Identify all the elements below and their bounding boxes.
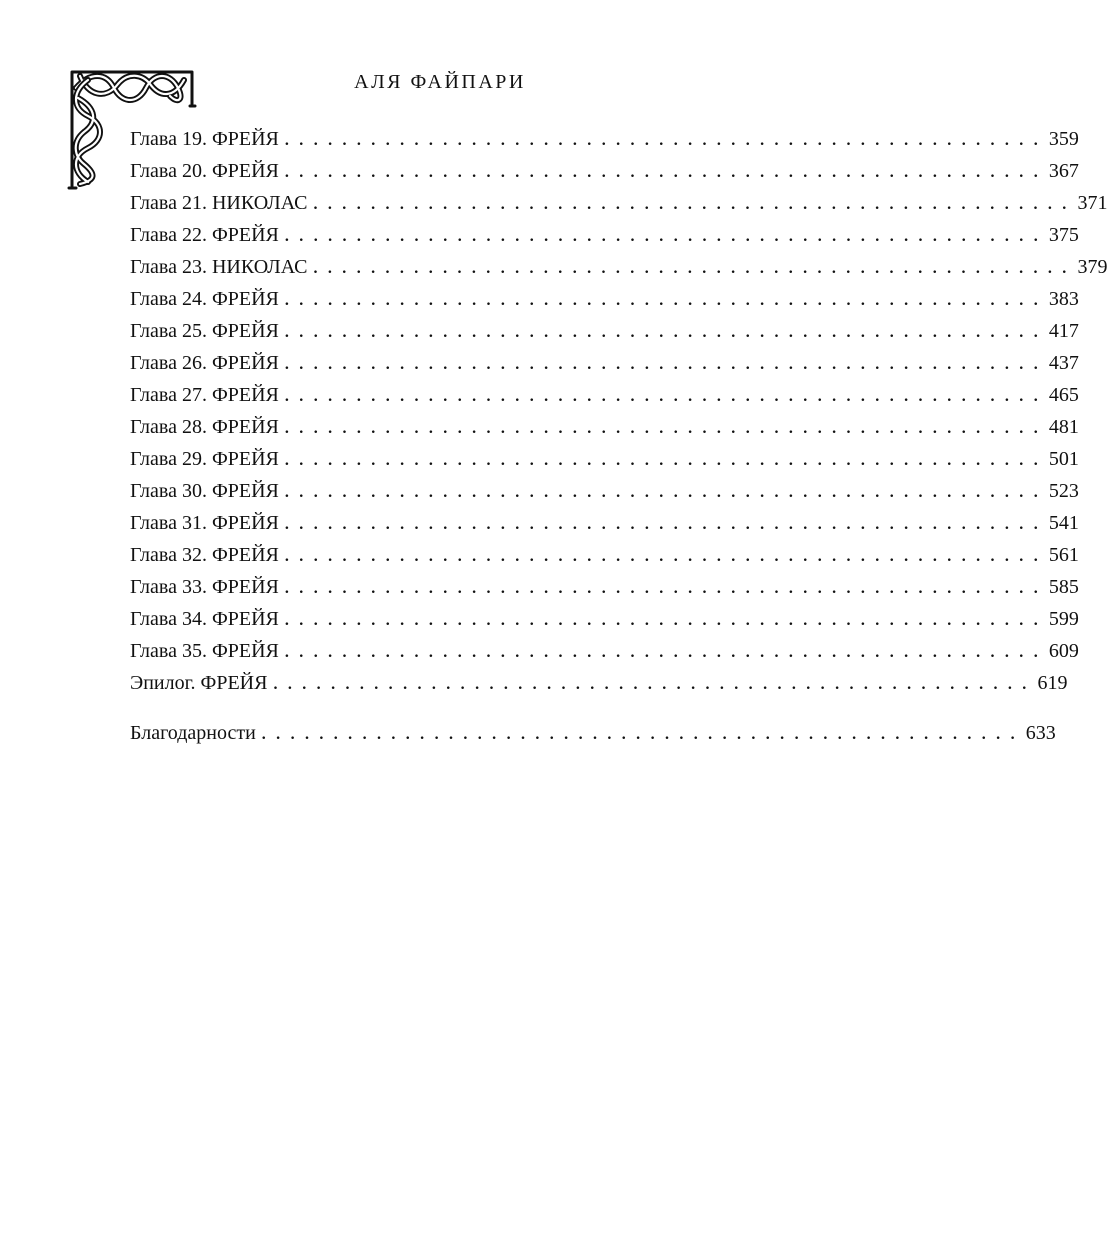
section-spacer [130,699,667,717]
toc-entry-title: Глава 22. ФРЕЙЯ [130,224,279,246]
dot-leader: . . . . . . . . . . . . . . . . . . . . . . . . . . . . . . . . . . . . . . . . . . . . . . . . . . . . . [284,292,1041,309]
toc-entry-title: Глава 24. ФРЕЙЯ [130,288,279,310]
toc-entry-page-number: 359 [1048,128,1079,150]
toc-entry-page-number: 379 [1077,256,1108,278]
toc-entry [130,717,1056,749]
dot-leader: . . . . . . . . . . . . . . . . . . . . . . . . . . . . . . . . . . . . . . . . . . . . . . . . . . . . . [284,580,1041,597]
toc-entry-page-number: 599 [1048,608,1079,630]
dot-leader: . . . . . . . . . . . . . . . . . . . . . . . . . . . . . . . . . . . . . . . . . . . . . . . . . . . . . [284,388,1041,405]
dot-leader: . . . . . . . . . . . . . . . . . . . . . . . . . . . . . . . . . . . . . . . . . . . . . . . . . . . . . [284,132,1041,149]
toc-entry-title: Глава 29. ФРЕЙЯ [130,448,279,470]
toc-entry-title: Глава 19. ФРЕЙЯ [130,128,279,150]
toc-entry-page-number: 541 [1048,512,1079,534]
dot-leader: . . . . . . . . . . . . . . . . . . . . . . . . . . . . . . . . . . . . . . . . . . . . . . . . . . . . . [273,676,1030,693]
dot-leader: . . . . . . . . . . . . . . . . . . . . . . . . . . . . . . . . . . . . . . . . . . . . . . . . . . . . . [284,420,1041,437]
toc-entry-page-number: 437 [1048,352,1079,374]
toc-entry-title: Глава 35. ФРЕЙЯ [130,640,279,662]
toc-entry-title: Благодарности [130,722,256,744]
toc-entry-title: Глава 25. ФРЕЙЯ [130,320,279,342]
toc-entry-title: Глава 34. ФРЕЙЯ [130,608,279,630]
toc-entry [130,443,1079,475]
toc-entry-title: Глава 23. НИКОЛАС [130,256,308,278]
toc-entry-title: Глава 28. ФРЕЙЯ [130,416,279,438]
dot-leader: . . . . . . . . . . . . . . . . . . . . . . . . . . . . . . . . . . . . . . . . . . . . . . . . . . . . . [284,164,1041,181]
dot-leader: . . . . . . . . . . . . . . . . . . . . . . . . . . . . . . . . . . . . . . . . . . . . . . . . . . . . . [261,726,1018,743]
dot-leader: . . . . . . . . . . . . . . . . . . . . . . . . . . . . . . . . . . . . . . . . . . . . . . . . . . . . . [284,356,1041,373]
toc-entry-page-number: 465 [1048,384,1079,406]
toc-entry-title: Глава 21. НИКОЛАС [130,192,308,214]
toc-entry-page-number: 481 [1048,416,1079,438]
toc-entry-page-number: 375 [1048,224,1079,246]
dot-leader: . . . . . . . . . . . . . . . . . . . . . . . . . . . . . . . . . . . . . . . . . . . . . . . . . . . . . [284,452,1041,469]
dot-leader: . . . . . . . . . . . . . . . . . . . . . . . . . . . . . . . . . . . . . . . . . . . . . . . . . . . . . [284,548,1041,565]
dot-leader: . . . . . . . . . . . . . . . . . . . . . . . . . . . . . . . . . . . . . . . . . . . . . . . . . . . . . [284,644,1041,661]
toc-entry [130,283,1079,315]
toc-entry [130,667,1068,699]
toc-entry [130,347,1079,379]
toc-entry-page-number: 609 [1048,640,1079,662]
toc-entry-page-number: 371 [1077,192,1108,214]
toc-entry [130,539,1079,571]
dot-leader: . . . . . . . . . . . . . . . . . . . . . . . . . . . . . . . . . . . . . . . . . . . . . . . . . . . . . [284,228,1041,245]
toc-entry-page-number: 501 [1048,448,1079,470]
dot-leader: . . . . . . . . . . . . . . . . . . . . . . . . . . . . . . . . . . . . . . . . . . . . . . . . . . . . . [284,324,1041,341]
dot-leader: . . . . . . . . . . . . . . . . . . . . . . . . . . . . . . . . . . . . . . . . . . . . . . . . . . . . . [313,260,1070,277]
toc-entry-page-number: 383 [1048,288,1079,310]
toc-entry-title: Глава 33. ФРЕЙЯ [130,576,279,598]
toc-entry [130,603,1079,635]
toc-entry-title: Глава 20. ФРЕЙЯ [130,160,279,182]
dot-leader: . . . . . . . . . . . . . . . . . . . . . . . . . . . . . . . . . . . . . . . . . . . . . . . . . . . . . [284,612,1041,629]
toc-entry [130,635,1079,667]
toc-entry-title: Глава 26. ФРЕЙЯ [130,352,279,374]
toc-entry [130,123,1079,155]
toc-entry [130,155,1079,187]
toc-entry [130,507,1079,539]
toc-entry-page-number: 585 [1048,576,1079,598]
toc-entry-page-number: 633 [1025,722,1056,744]
table-of-contents [130,123,1108,749]
toc-entry [130,475,1079,507]
toc-entry-title: Глава 31. ФРЕЙЯ [130,512,279,534]
toc-entry-page-number: 561 [1048,544,1079,566]
toc-entry-title: Эпилог. ФРЕЙЯ [130,672,268,694]
dot-leader: . . . . . . . . . . . . . . . . . . . . . . . . . . . . . . . . . . . . . . . . . . . . . . . . . . . . . [284,516,1041,533]
toc-entry-page-number: 523 [1048,480,1079,502]
toc-entry-title: Глава 30. ФРЕЙЯ [130,480,279,502]
toc-entry [130,411,1079,443]
dot-leader: . . . . . . . . . . . . . . . . . . . . . . . . . . . . . . . . . . . . . . . . . . . . . . . . . . . . . [284,484,1041,501]
toc-entry [130,379,1079,411]
toc-entry [130,187,1108,219]
toc-entry-page-number: 417 [1048,320,1079,342]
toc-entry-title: Глава 32. ФРЕЙЯ [130,544,279,566]
toc-entry-page-number: 367 [1048,160,1079,182]
toc-entry-title: Глава 27. ФРЕЙЯ [130,384,279,406]
toc-entry [130,219,1079,251]
toc-entry-page-number: 619 [1037,672,1068,694]
running-header: АЛЯ ФАЙПАРИ [354,71,526,93]
toc-entry [130,571,1079,603]
dot-leader: . . . . . . . . . . . . . . . . . . . . . . . . . . . . . . . . . . . . . . . . . . . . . . . . . . . . . [313,196,1070,213]
toc-entry [130,315,1079,347]
toc-entry [130,251,1108,283]
